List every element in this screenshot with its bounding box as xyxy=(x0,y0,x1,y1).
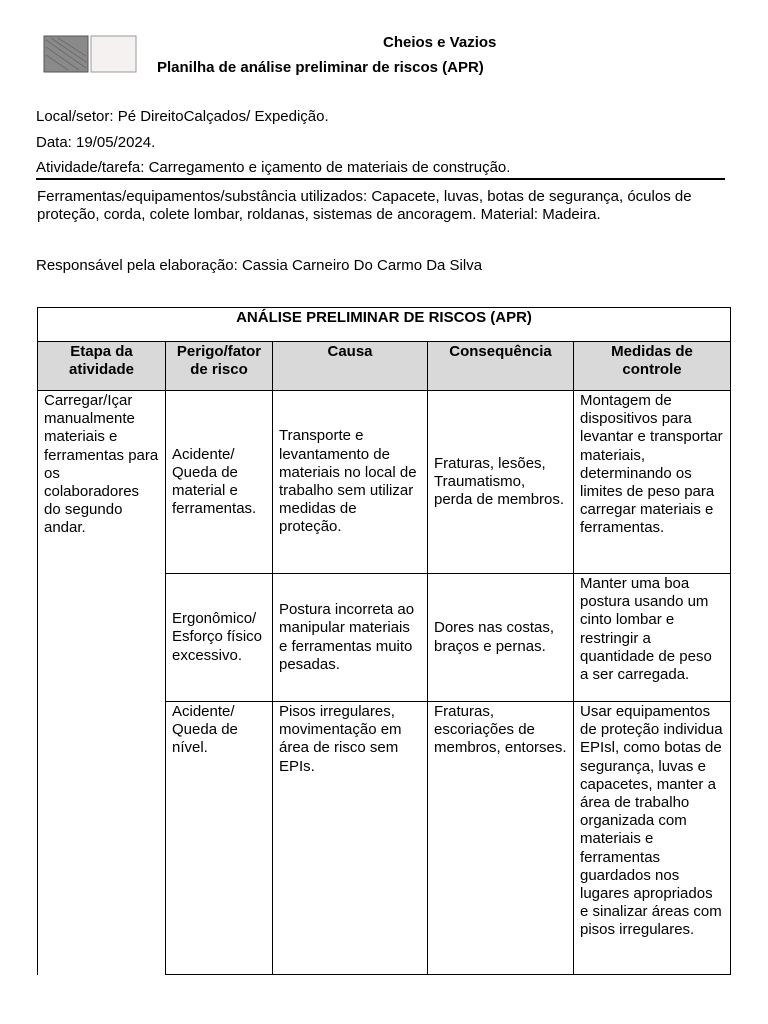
cause-cell: Postura incorreta ao manipular materiais e ferramentas muito pesadas. xyxy=(273,574,428,702)
column-header: Etapa da atividade xyxy=(38,342,166,391)
tools-equipment: Ferramentas/equipamentos/substância utilizados: Capacete, luvas, botas de segurança, óculos de proteção, corda, colete lombar, roldanas, sistemas de ancoragem. Material: Madeira. xyxy=(37,188,692,223)
company-name: Cheios e Vazios xyxy=(383,34,497,51)
column-header: Perigo/fator de risco xyxy=(166,342,273,391)
hazard-cell: Acidente/ Queda de material e ferramentas. xyxy=(166,391,273,574)
hazard-cell: Ergonômico/ Esforço físico excessivo. xyxy=(166,574,273,702)
risk-analysis-table xyxy=(37,307,731,975)
consequence-cell: Fraturas, lesões, Traumatismo, perda de membros. xyxy=(428,391,574,574)
cause-cell: Pisos irregulares, movimentação em área de risco sem EPIs. xyxy=(273,702,428,975)
table-row xyxy=(38,391,731,574)
consequence-cell: Dores nas costas, braços e pernas. xyxy=(428,574,574,702)
column-header: Consequência xyxy=(428,342,574,391)
local-setor: Local/setor: Pé DireitoCalçados/ Expedição. xyxy=(36,108,329,125)
responsible: Responsável pela elaboração: Cassia Carneiro Do Carmo Da Silva xyxy=(36,257,483,274)
divider xyxy=(36,178,725,180)
column-header: Medidas de controle xyxy=(574,342,731,391)
table-title: ANÁLISE PRELIMINAR DE RISCOS (APR) xyxy=(38,308,731,342)
column-header: Causa xyxy=(273,342,428,391)
activity: Atividade/tarefa: Carregamento e içamento de materiais de construção. xyxy=(36,159,511,176)
hazard-cell: Acidente/ Queda de nível. xyxy=(166,702,273,975)
control-measures-cell: Montagem de dispositivos para levantar e transportar materiais, determinando os limites de peso para carregar materiais e ferramentas. xyxy=(574,391,731,574)
document-title: Planilha de análise preliminar de riscos (APR) xyxy=(157,59,484,76)
activity-step: Carregar/Içar manualmente materiais e ferramentas para os colaboradores do segundo andar. xyxy=(38,391,166,975)
control-measures-cell: Manter uma boa postura usando um cinto lombar e restringir a quantidade de peso a ser carregada. xyxy=(574,574,731,702)
table-header-row xyxy=(38,342,731,391)
control-measures-cell: Usar equipamentos de proteção individua EPIsl, como botas de segurança, luvas e capacetes, manter a área de trabalho organizada com materiais e ferramentas guardados nos lugares apropriados e sinalizar áreas com pisos irregulares. xyxy=(574,702,731,975)
consequence-cell: Fraturas, escoriações de membros, entorses. xyxy=(428,702,574,975)
date: Data: 19/05/2024. xyxy=(36,134,156,151)
cause-cell: Transporte e levantamento de materiais no local de trabalho sem utilizar medidas de proteção. xyxy=(273,391,428,574)
company-logo xyxy=(43,35,137,73)
